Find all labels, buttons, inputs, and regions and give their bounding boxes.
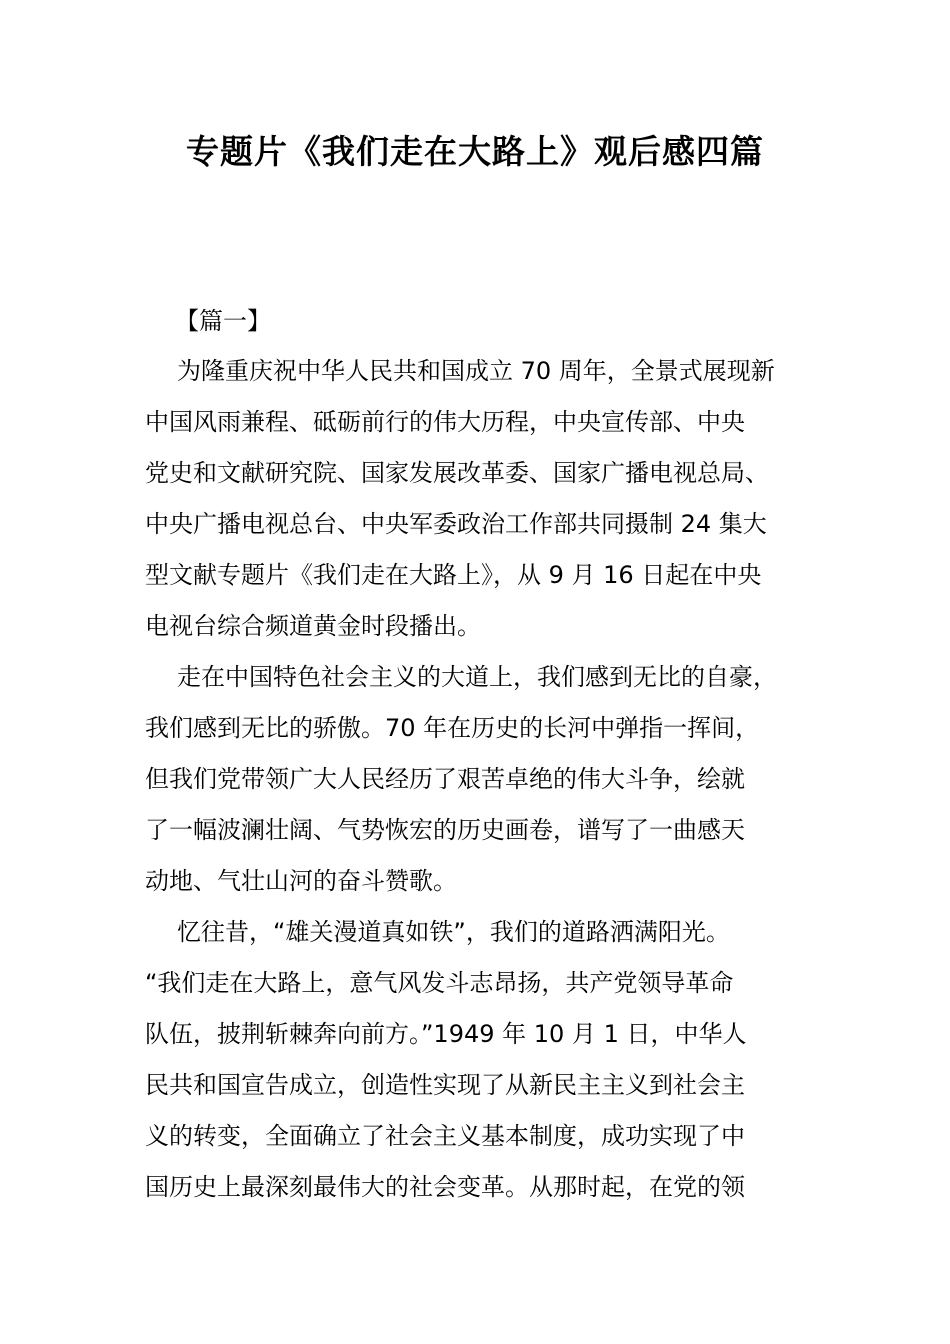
text-line: 型文献专题片《我们走在大路上》，从 9 月 16 日起在中央 <box>145 561 762 589</box>
text-line: 队伍，披荆斩棘奔向前方。”1949 年 10 月 1 日，中华人 <box>145 1020 747 1048</box>
document-body <box>145 296 815 1213</box>
text-line: 义的转变，全面确立了社会主义基本制度，成功实现了中 <box>145 1122 745 1150</box>
text-line: “我们走在大路上，意气风发斗志昂扬，共产党领导革命 <box>145 969 734 997</box>
text-line: 走在中国特色社会主义的大道上，我们感到无比的自豪， <box>177 663 777 691</box>
text-line: 我们感到无比的骄傲。70 年在历史的长河中弹指一挥间， <box>145 714 760 742</box>
text-line: 了一幅波澜壮阔、气势恢宏的历史画卷，谱写了一曲感天 <box>145 816 745 844</box>
paragraph-2 <box>145 652 815 907</box>
text-line: 党史和文献研究院、国家发展改革委、国家广播电视总局、 <box>145 459 769 487</box>
text-line: 动地、气壮山河的奋斗赞歌。 <box>145 867 457 895</box>
text-line: 中国风雨兼程、砥砺前行的伟大历程，中央宣传部、中央 <box>145 408 745 436</box>
text-line: 电视台综合频道黄金时段播出。 <box>145 612 481 640</box>
text-line: 民共和国宣告成立，创造性实现了从新民主主义到社会主 <box>145 1071 745 1099</box>
text-line: 忆往昔，“雄关漫道真如铁”，我们的道路洒满阳光。 <box>177 918 730 946</box>
text-line: 国历史上最深刻最伟大的社会变革。从那时起，在党的领 <box>145 1173 745 1201</box>
paragraph-3 <box>145 907 815 1213</box>
paragraph-1 <box>145 346 815 652</box>
section-label: 【篇一】 <box>175 307 271 335</box>
text-line: 但我们党带领广大人民经历了艰苦卓绝的伟大斗争，绘就 <box>145 765 745 793</box>
text-line: 中央广播电视总台、中央军委政治工作部共同摄制 24 集大 <box>145 510 767 538</box>
text-line: 为隆重庆祝中华人民共和国成立 70 周年，全景式展现新 <box>177 357 775 385</box>
document-title: 专题片《我们走在大路上》观后感四篇 <box>186 132 764 171</box>
